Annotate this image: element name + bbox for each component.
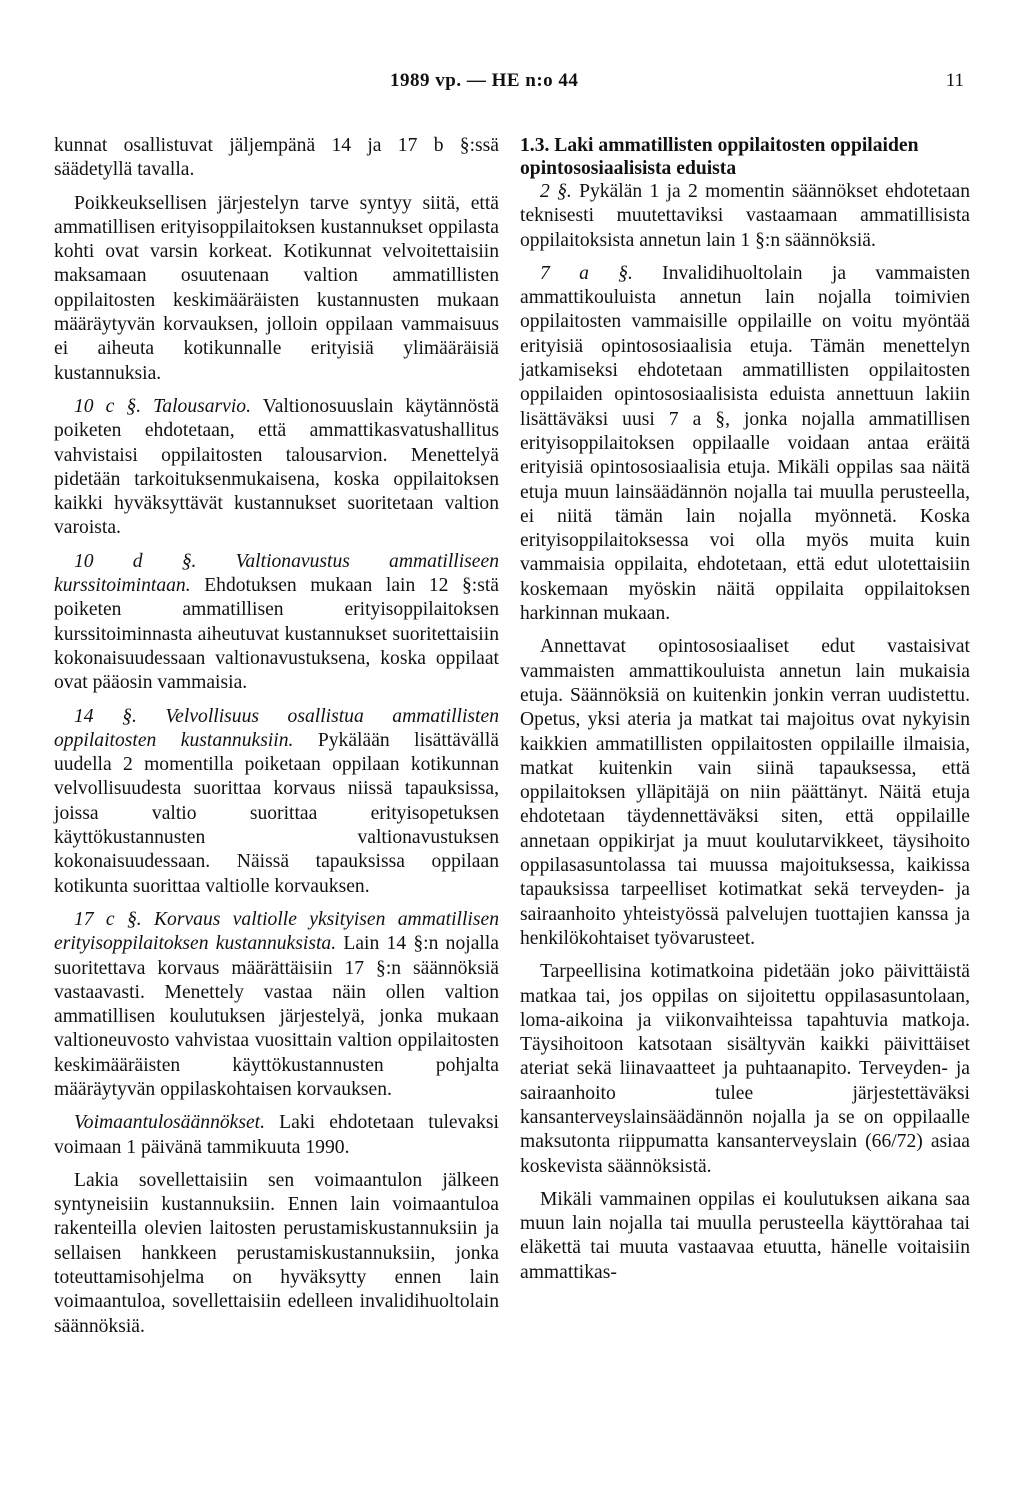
paragraph [54,550,499,696]
paragraph: Tarpeellisina kotimatkoina pidetään joko päivittäistä matkaa tai, jos oppilas on sijoitettu oppilasasuntolaan, loma-aikoina ja viikonvaihteissa tapahtuvia matkoja. Täysihoitoon katsotaan sisältyvän kaikki päivittäiset ateriat sekä liinavaatteet ja puhtaanapito. Terveyden- ja sairaanhoito tulee järjestettäväksi kansanterveyslainsäädännön nojalla ja se on oppilaalle maksutonta riippumatta kansanterveyslain (66/72) asiaa koskevista säännöksistä. [520,961,970,1177]
section-heading: 1.3. Laki ammatillisten oppilaitosten oppilaiden opintososiaalisista eduista [520,135,919,179]
section-label: 17 c §. Korvaus valtiolle yksityisen ammatillisen erityisoppilaitoksen kustannuksista. [54,908,499,955]
paragraph-text: Pykälään lisättävällä uudella 2 momentilla poiketaan oppilaan kotikunnan velvollisuudesta suorittaa korvaus niissä tapauksissa, joissa valtio suorittaa erityisopetuksen käyttökustannusten valtionavustuksen kokonaisuudessaan. Näissä tapauksissa oppilaan kotikunta suorittaa valtiolle korvauksen. [54,729,499,897]
paragraph [520,180,970,253]
section-label: 10 c §. Talousarvio. [74,395,252,417]
paragraph-text: Ehdotuksen mukaan lain 12 §:stä poiketen ammatillisen erityisoppilaitoksen kurssitoiminnasta aiheutuvat kustannukset suoritettaisiin kokonaisuudessaan valtionavustuksena, koska oppilaat ovat pääosin vammaisia. [54,575,499,694]
paragraph-text: Pykälän 1 ja 2 momentin säännökset ehdotetaan teknisesti muutettaviksi vastaamaan ammatillisista oppilaitoksista annetun lain 1 §:n säännöksiä. [520,181,971,251]
page-header [0,70,1024,100]
paragraph: Annettavat opintososiaaliset edut vastaisivat vammaisten ammattikouluista annetun lain mukaisia etuja. Säännöksiä on kuitenkin jonkin verran uudistettu. Opetus, yksi ateria ja matkat tai majoitus ovat nykyisin kaikkien ammatillisten oppilaitosten oppilaille ilmaisia, matkat kuitenkin vain siinä tapauksessa, että oppilaitoksen ylläpitäjä on niin päättänyt. Näitä etuja ehdotetaan täydennettäväksi siten, että oppilaille annetaan oppikirjat ja muut koulutarvikkeet, täysihoito oppilasasuntolassa tai muussa majoituksessa, kaikissa tapauksissa tarpeelliset kotimatkat sekä terveyden- ja sairaanhoito yhteistyössä palvelujen tuottajien kanssa ja henkilökohtaiset työvarusteet. [520,636,970,949]
section-label: 7 a §. [540,262,633,284]
paragraph-text: Lain 14 §:n nojalla suoritettava korvaus määrättäisiin 17 §:n säännöksiä vastaavasti. Menettely vastaa näin ollen valtion ammatillisen koulutuksen järjestelyä, jonka mukaan valtioneuvosto vahvistaa vuosittain valtion oppilaitosten keskimääräisten käyttökustannusten pohjalta määräytyvän oppilaskohtaisen korvauksen. [54,933,499,1100]
paragraph-text: Laki ehdotetaan tulevaksi voimaan 1 päivänä tammikuuta 1990. [54,1112,499,1158]
paragraph [54,908,499,1102]
paragraph: kunnat osallistuvat jäljempänä 14 ja 17 b §:ssä säädetyllä tavalla. [54,135,499,181]
paragraph: Lakia sovellettaisiin sen voimaantulon jälkeen syntyneisiin kustannuksiin. Ennen lain voimaantuloa rakenteilla olevien laitosten perustamiskustannuksiin ja sellaisen hankkeen perustamiskustannuksiin, jonka toteuttamisohjelma on hyväksytty ennen lain voimaantuloa, sovellettaisiin edelleen invalidihuoltolain säännöksiä. [54,1169,499,1337]
paragraph-text: Invalidihuoltolain ja vammaisten ammattikouluista annetun lain nojalla toimivien oppilaitosten vammaisille oppilaille on voitu myöntää erityisiä opintososiaalisia etuja. Tämän menettelyn jatkamiseksi ehdotetaan ammatillisten oppilaitosten oppilaiden opintososiaalisista eduista annettuun lakiin lisättäväksi uusi 7 a §, jonka nojalla ammatillisen erityisoppilaitoksen oppilaalle voidaan antaa eräitä erityisiä opintososiaalisia etuja. Mikäli oppilas saa näitä etuja muun lainsäädännön nojalla tai muulla perusteella, ei niitä tämän lain nojalla myönnetä. Koska erityisoppilaitoksessa voi olla myös muita kuin vammaisia oppilaita, ehdotetaan, että edut ulotettaisiin koskemaan myöskin näitä oppilaita oppilaitoksen harkinnan mukaan. [520,262,970,625]
paragraph [54,1111,499,1160]
paragraph-text: Valtionosuuslain käytännöstä poiketen ehdotetaan, että ammattikasvatushallitus vahvistaisi oppilaitosten talousarvion. Menettelyä pidetään tarkoituksenmukaisena, koska oppilaitoksen kaikki hyväksyttävät kustannukset suoritetaan valtion varoista. [54,395,500,539]
paragraph [54,395,499,541]
paragraph: Mikäli vammainen oppilas ei koulutuksen aikana saa muun lain nojalla tai muulla perusteella käyttörahaa tai eläkettä tai muuta vastaavaa etuutta, hänelle voitaisiin ammattikas- [520,1188,970,1283]
paragraph [520,262,970,626]
section-label: 2 §. [540,181,572,202]
paragraph [54,705,499,899]
right-column [520,134,970,1285]
section-label: 14 §. Velvollisuus osallistua ammatillisten oppilaitosten kustannuksiin. [54,705,499,751]
header-title: 1989 vp. — HE n:o 44 [390,70,579,91]
page-number: 11 [945,70,964,91]
section-label: Voimaantulosäännökset. [74,1112,266,1134]
paragraph: Poikkeuksellisen järjestelyn tarve syntyy siitä, että ammatillisen erityisoppilaitoksen kustannukset oppilasta kohti ovat varsin korkeat. Kotikunnat velvoitettaisiin maksamaan osuutenaan valtion ammatillisten oppilaitosten keskimääräisten kustannusten mukaan määräytyvän korvauksen, jolloin oppilaan vammaisuus ei aiheuta kotikunnalle erityisiä ylimääräisiä kustannuksia. [54,192,499,384]
left-column [54,134,499,1339]
section-label: 10 d §. Valtionavustus ammatilliseen kurssitoimintaan. [54,550,499,597]
